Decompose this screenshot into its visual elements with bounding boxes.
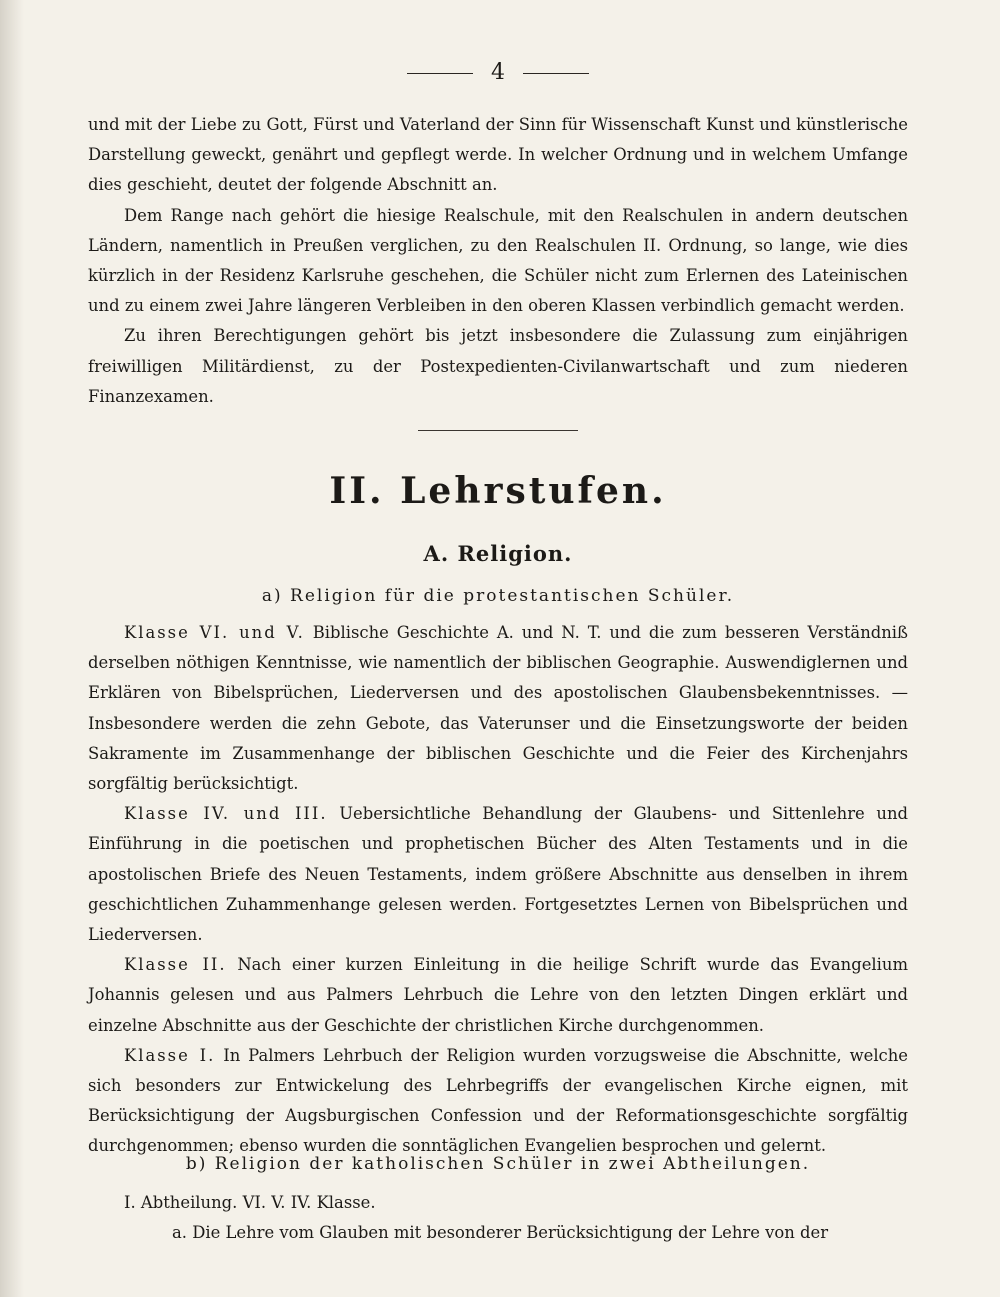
header-rule-right [523, 73, 589, 74]
division-1-line: I. Abtheilung. VI. V. IV. Klasse. [124, 1193, 376, 1212]
religion-catholic-block [88, 1188, 908, 1248]
part-b-title: b) Religion der katholischen Schüler in zwei Abtheilungen. [185, 1154, 811, 1174]
class-1-paragraph [88, 1041, 908, 1162]
header-rule-left [407, 73, 473, 74]
subsection-title: A. Religion. [423, 541, 573, 566]
religion-protestant-block [88, 618, 908, 1162]
class-4-3-text: Uebersichtliche Behandlung der Glaubens- und Sittenlehre und Einführung in die poetischen und prophetischen Bücher des Alten Testaments und in die apostolischen Briefe des Neuen Testaments, indem größere Abschnitte aus denselben in ihrem geschichtlichen Zuhammenhange gelesen werden. Fortgesetztes Lernen von Bibelsprüchen und Liederversen. [88, 804, 908, 945]
class-1-text: In Palmers Lehrbuch der Religion wurden vorzugsweise die Abschnitte, welche sich besonders zur Entwickelung des Lehrbegriffs der evangelischen Kirche eignen, mit Berücksichtigung der Augsburgischen Confession und der Reformationsgeschichte sorgfältig durchgenommen; ebenso wurden die sonntäglichen Evangelien besprochen und gelernt. [88, 1045, 908, 1156]
page-header [88, 58, 908, 88]
intro-paragraph-2: Dem Range nach gehört die hiesige Realschule, mit den Realschulen in andern deutschen Ländern, namentlich in Preußen verglichen, zu den Realschulen II. Ordnung, so lange, wie dies kürzlich in der Residenz Karlsruhe geschehen, die Schüler nicht zum Erlernen des Lateinischen und zu einem zwei Jahre längeren Verbleiben in den oberen Klassen verbindlich gemacht werden. [88, 205, 908, 316]
intro-paragraph-1: und mit der Liebe zu Gott, Fürst und Vaterland der Sinn für Wissenschaft Kunst und künstlerische Darstellung geweckt, genährt und gepflegt werde. In welcher Ordnung und in welchem Umfange dies geschieht, deutet der folgende Abschnitt an. [88, 115, 908, 195]
class-6-5-text: Biblische Geschichte A. und N. T. und die zum besseren Verständniß derselben nöthigen Kenntnisse, wie namentlich der biblischen Geographie. Auswendiglernen und Erklären von Bibelsprüchen, Liederversen und des apostolischen Glaubensbekenntnisses. — Insbesondere werden die zehn Gebote, das Vaterunser und die Einsetzungsworte der beiden Sakramente im Zusammenhange der biblischen Geschichte und die Feier des Kirchenjahrs sorgfältig berücksichtigt. [88, 623, 908, 794]
item-a-line: a. Die Lehre vom Glauben mit besonderer Berücksichtigung der Lehre von der [172, 1223, 829, 1243]
part-a-title: a) Religion für die protestantischen Schüler. [261, 586, 735, 606]
class-4-3-paragraph [88, 799, 908, 950]
class-1-label: Klasse I. [124, 1045, 216, 1065]
class-6-5-label: Klasse VI. und V. [124, 623, 305, 642]
class-4-3-label: Klasse IV. und III. [124, 804, 328, 824]
class-2-paragraph [88, 950, 908, 1041]
section-title: II. Lehrstufen. [329, 470, 667, 512]
page-edge-shadow [0, 0, 24, 1297]
class-6-5-paragraph [88, 618, 908, 799]
class-2-label: Klasse II. [124, 955, 227, 975]
intro-block [88, 110, 908, 412]
intro-paragraph-3: Zu ihren Berechtigungen gehört bis jetzt insbesondere die Zulassung zum einjährigen freiwilligen Militärdienst, zu der Postexpedienten-Civilanwartschaft und zum niederen Finanzexamen. [88, 326, 908, 406]
section-divider [418, 430, 578, 431]
class-2-text: Nach einer kurzen Einleitung in die heilige Schrift wurde das Evangelium Johannis gelesen und aus Palmers Lehrbuch die Lehre von den letzten Dingen erklärt und einzelne Abschnitte aus der Geschichte der christlichen Kirche durchgenommen. [88, 955, 909, 1035]
page-number: 4 [491, 60, 505, 85]
